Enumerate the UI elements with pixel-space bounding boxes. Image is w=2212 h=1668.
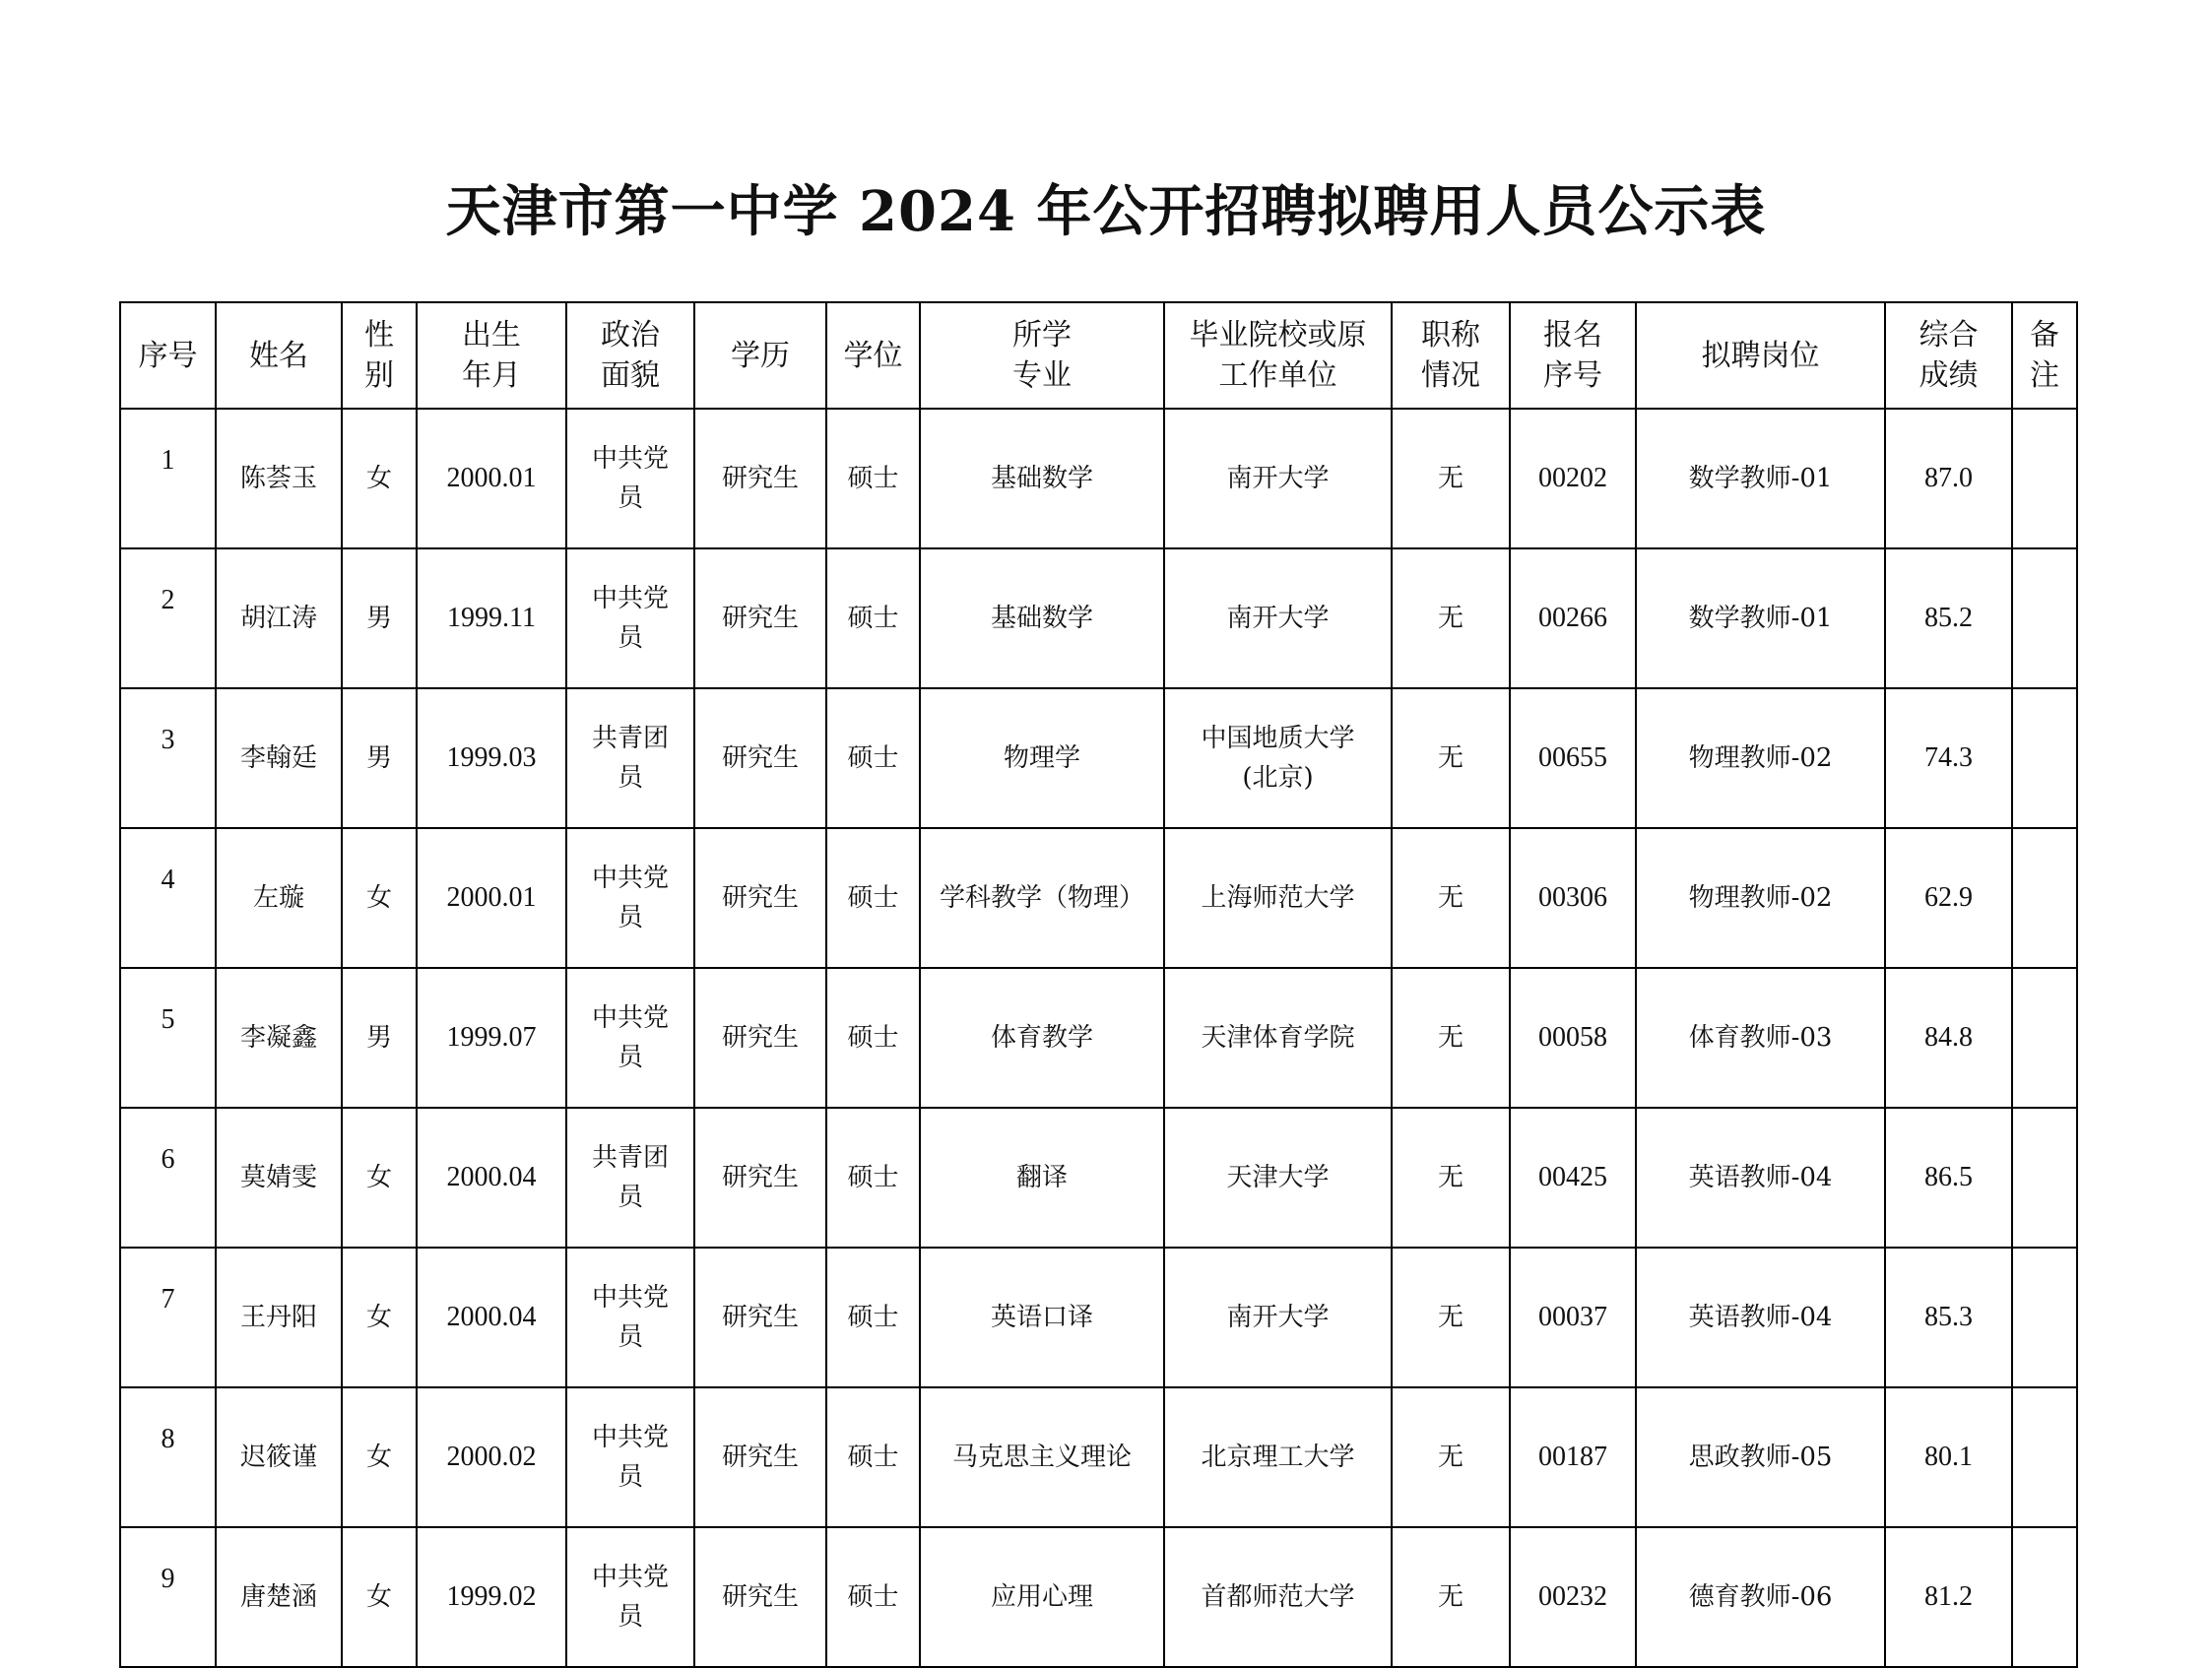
cell-politics	[566, 1108, 694, 1248]
cell-name: 王丹阳	[216, 1248, 342, 1387]
header-position	[1636, 302, 1885, 409]
cell-name: 李凝鑫	[216, 968, 342, 1108]
cell-score: 81.2	[1885, 1527, 2012, 1667]
header-title	[1392, 302, 1510, 409]
table-row	[120, 828, 2077, 968]
cell-title: 无	[1392, 409, 1510, 548]
cell-education: 研究生	[694, 409, 826, 548]
cell-line: 员	[617, 1602, 643, 1632]
cell-politics	[566, 409, 694, 548]
cell-reg-no: 00655	[1510, 688, 1636, 828]
cell-position: 英语教师-04	[1636, 1248, 1885, 1387]
cell-gender: 女	[342, 828, 417, 968]
cell-education: 研究生	[694, 1527, 826, 1667]
cell-reg-no: 00232	[1510, 1527, 1636, 1667]
header-politics	[566, 302, 694, 409]
cell-line: 中共党	[591, 1003, 669, 1033]
cell-line: 中共党	[591, 1423, 669, 1452]
cell-position: 思政教师-05	[1636, 1387, 1885, 1527]
cell-reg-no: 00037	[1510, 1248, 1636, 1387]
header-birth	[417, 302, 566, 409]
cell-birth: 2000.04	[417, 1248, 566, 1387]
cell-remark	[2012, 828, 2077, 968]
cell-line: 共青团	[591, 1143, 669, 1173]
cell-line: 天津大学	[1226, 1163, 1330, 1192]
cell-line: 共青团	[591, 724, 669, 753]
cell-position: 数学教师-01	[1636, 409, 1885, 548]
cell-gender: 男	[342, 688, 417, 828]
cell-line: 员	[617, 1462, 643, 1492]
cell-no: 4	[120, 828, 216, 968]
cell-line: 中共党	[591, 444, 669, 474]
cell-no: 1	[120, 409, 216, 548]
cell-school	[1164, 828, 1392, 968]
cell-education: 研究生	[694, 1248, 826, 1387]
header-label: 拟聘岗位	[1701, 338, 1820, 373]
header-label: 工作单位	[1218, 358, 1337, 393]
cell-name: 陈荟玉	[216, 409, 342, 548]
cell-no: 9	[120, 1527, 216, 1667]
table-header-row	[120, 302, 2077, 409]
cell-degree: 硕士	[826, 828, 920, 968]
table-row	[120, 1527, 2077, 1667]
cell-gender: 女	[342, 1108, 417, 1248]
header-label: 注	[2030, 358, 2059, 393]
cell-politics	[566, 1248, 694, 1387]
cell-title: 无	[1392, 548, 1510, 688]
cell-gender: 女	[342, 409, 417, 548]
header-label: 学位	[843, 338, 903, 373]
header-label: 报名	[1543, 318, 1602, 353]
cell-line: 北京理工大学	[1201, 1443, 1355, 1472]
cell-line: 员	[617, 1322, 643, 1352]
cell-line: 南开大学	[1226, 1303, 1330, 1332]
cell-politics	[566, 1527, 694, 1667]
header-gender	[342, 302, 417, 409]
cell-position: 体育教师-03	[1636, 968, 1885, 1108]
header-label: 政治	[601, 318, 660, 353]
cell-no: 2	[120, 548, 216, 688]
cell-line: 员	[617, 1043, 643, 1072]
header-label: 学历	[731, 338, 790, 373]
cell-remark	[2012, 1527, 2077, 1667]
cell-politics	[566, 1387, 694, 1527]
cell-degree: 硕士	[826, 1527, 920, 1667]
cell-politics	[566, 688, 694, 828]
table-row	[120, 1108, 2077, 1248]
cell-gender: 女	[342, 1527, 417, 1667]
header-degree	[826, 302, 920, 409]
cell-line: 上海师范大学	[1201, 883, 1355, 913]
table-row	[120, 1248, 2077, 1387]
cell-major: 基础数学	[920, 409, 1164, 548]
cell-reg-no: 00202	[1510, 409, 1636, 548]
cell-major: 应用心理	[920, 1527, 1164, 1667]
cell-education: 研究生	[694, 548, 826, 688]
cell-name: 莫婧雯	[216, 1108, 342, 1248]
cell-birth: 2000.01	[417, 828, 566, 968]
cell-no: 5	[120, 968, 216, 1108]
cell-birth: 1999.03	[417, 688, 566, 828]
cell-degree: 硕士	[826, 688, 920, 828]
cell-reg-no: 00306	[1510, 828, 1636, 968]
cell-position: 数学教师-01	[1636, 548, 1885, 688]
cell-score: 86.5	[1885, 1108, 2012, 1248]
cell-title: 无	[1392, 1527, 1510, 1667]
cell-major: 英语口译	[920, 1248, 1164, 1387]
cell-gender: 女	[342, 1387, 417, 1527]
header-major	[920, 302, 1164, 409]
header-label: 毕业院校或原	[1189, 318, 1367, 353]
cell-score: 84.8	[1885, 968, 2012, 1108]
cell-line: 员	[617, 623, 643, 653]
cell-title: 无	[1392, 1387, 1510, 1527]
header-label: 序号	[1543, 358, 1602, 393]
cell-no: 7	[120, 1248, 216, 1387]
cell-reg-no: 00058	[1510, 968, 1636, 1108]
cell-remark	[2012, 968, 2077, 1108]
header-label: 年月	[462, 358, 521, 393]
header-label: 情况	[1421, 358, 1480, 393]
table-row	[120, 688, 2077, 828]
cell-score: 85.3	[1885, 1248, 2012, 1387]
header-label: 专业	[1012, 358, 1072, 393]
cell-line: 南开大学	[1226, 464, 1330, 493]
cell-line: (北京)	[1242, 763, 1314, 793]
header-name	[216, 302, 342, 409]
cell-line: 员	[617, 1183, 643, 1212]
header-label: 职称	[1421, 318, 1480, 353]
cell-reg-no: 00187	[1510, 1387, 1636, 1527]
cell-birth: 1999.07	[417, 968, 566, 1108]
cell-no: 8	[120, 1387, 216, 1527]
cell-remark	[2012, 1248, 2077, 1387]
cell-title: 无	[1392, 688, 1510, 828]
cell-politics	[566, 968, 694, 1108]
cell-gender: 男	[342, 968, 417, 1108]
cell-score: 85.2	[1885, 548, 2012, 688]
cell-major: 翻译	[920, 1108, 1164, 1248]
cell-title: 无	[1392, 828, 1510, 968]
cell-school	[1164, 968, 1392, 1108]
header-label: 面貌	[601, 358, 660, 393]
cell-position: 物理教师-02	[1636, 828, 1885, 968]
cell-score: 80.1	[1885, 1387, 2012, 1527]
cell-degree: 硕士	[826, 968, 920, 1108]
cell-position: 英语教师-04	[1636, 1108, 1885, 1248]
header-label: 序号	[138, 338, 198, 373]
cell-score: 62.9	[1885, 828, 2012, 968]
cell-degree: 硕士	[826, 409, 920, 548]
cell-education: 研究生	[694, 968, 826, 1108]
cell-line: 中共党	[591, 864, 669, 893]
cell-gender: 女	[342, 1248, 417, 1387]
cell-school	[1164, 1387, 1392, 1527]
cell-school	[1164, 409, 1392, 548]
cell-remark	[2012, 409, 2077, 548]
header-label: 出生	[462, 318, 521, 353]
header-label: 所学	[1012, 318, 1072, 353]
cell-reg-no: 00425	[1510, 1108, 1636, 1248]
cell-line: 员	[617, 903, 643, 932]
cell-degree: 硕士	[826, 1387, 920, 1527]
cell-school	[1164, 1108, 1392, 1248]
cell-score: 87.0	[1885, 409, 2012, 548]
header-remark	[2012, 302, 2077, 409]
cell-school	[1164, 1527, 1392, 1667]
cell-title: 无	[1392, 968, 1510, 1108]
cell-no: 3	[120, 688, 216, 828]
cell-name: 左璇	[216, 828, 342, 968]
cell-school	[1164, 688, 1392, 828]
cell-line: 中共党	[591, 1563, 669, 1592]
cell-major: 物理学	[920, 688, 1164, 828]
cell-birth: 2000.04	[417, 1108, 566, 1248]
header-label: 姓名	[249, 338, 308, 373]
cell-name: 唐楚涵	[216, 1527, 342, 1667]
header-label: 备	[2030, 318, 2059, 353]
table-body	[120, 409, 2077, 1667]
header-label: 综合	[1919, 318, 1979, 353]
cell-school	[1164, 1248, 1392, 1387]
table-row	[120, 548, 2077, 688]
cell-score: 74.3	[1885, 688, 2012, 828]
cell-title: 无	[1392, 1108, 1510, 1248]
cell-birth: 1999.11	[417, 548, 566, 688]
cell-school	[1164, 548, 1392, 688]
hiring-roster-table	[119, 301, 2078, 1668]
cell-title: 无	[1392, 1248, 1510, 1387]
cell-birth: 2000.01	[417, 409, 566, 548]
cell-major: 马克思主义理论	[920, 1387, 1164, 1527]
cell-remark	[2012, 1108, 2077, 1248]
cell-gender: 男	[342, 548, 417, 688]
cell-remark	[2012, 1387, 2077, 1527]
cell-major: 体育教学	[920, 968, 1164, 1108]
header-label: 别	[364, 358, 394, 393]
cell-name: 胡江涛	[216, 548, 342, 688]
cell-degree: 硕士	[826, 1108, 920, 1248]
header-score	[1885, 302, 2012, 409]
header-no	[120, 302, 216, 409]
cell-major: 学科教学（物理）	[920, 828, 1164, 968]
cell-education: 研究生	[694, 1387, 826, 1527]
cell-politics	[566, 828, 694, 968]
header-reg-no	[1510, 302, 1636, 409]
header-label: 成绩	[1919, 358, 1979, 393]
header-school	[1164, 302, 1392, 409]
cell-line: 天津体育学院	[1201, 1023, 1355, 1053]
table-row	[120, 409, 2077, 548]
cell-line: 员	[617, 763, 643, 793]
cell-major: 基础数学	[920, 548, 1164, 688]
cell-education: 研究生	[694, 688, 826, 828]
cell-line: 员	[617, 483, 643, 513]
cell-politics	[566, 548, 694, 688]
cell-name: 迟筱谨	[216, 1387, 342, 1527]
cell-no: 6	[120, 1108, 216, 1248]
header-label: 性	[364, 318, 394, 353]
cell-education: 研究生	[694, 1108, 826, 1248]
cell-line: 中国地质大学	[1201, 724, 1355, 753]
cell-line: 中共党	[591, 584, 669, 613]
cell-name: 李翰廷	[216, 688, 342, 828]
cell-position: 物理教师-02	[1636, 688, 1885, 828]
cell-line: 首都师范大学	[1201, 1582, 1355, 1612]
cell-degree: 硕士	[826, 548, 920, 688]
table-row	[120, 1387, 2077, 1527]
cell-reg-no: 00266	[1510, 548, 1636, 688]
page-title: 天津市第一中学 2024 年公开招聘拟聘用人员公示表	[445, 179, 1767, 244]
cell-birth: 1999.02	[417, 1527, 566, 1667]
table-row	[120, 968, 2077, 1108]
cell-education: 研究生	[694, 828, 826, 968]
cell-remark	[2012, 548, 2077, 688]
cell-position: 德育教师-06	[1636, 1527, 1885, 1667]
cell-birth: 2000.02	[417, 1387, 566, 1527]
cell-degree: 硕士	[826, 1248, 920, 1387]
cell-line: 南开大学	[1226, 604, 1330, 633]
cell-remark	[2012, 688, 2077, 828]
cell-line: 中共党	[591, 1283, 669, 1313]
header-education	[694, 302, 826, 409]
